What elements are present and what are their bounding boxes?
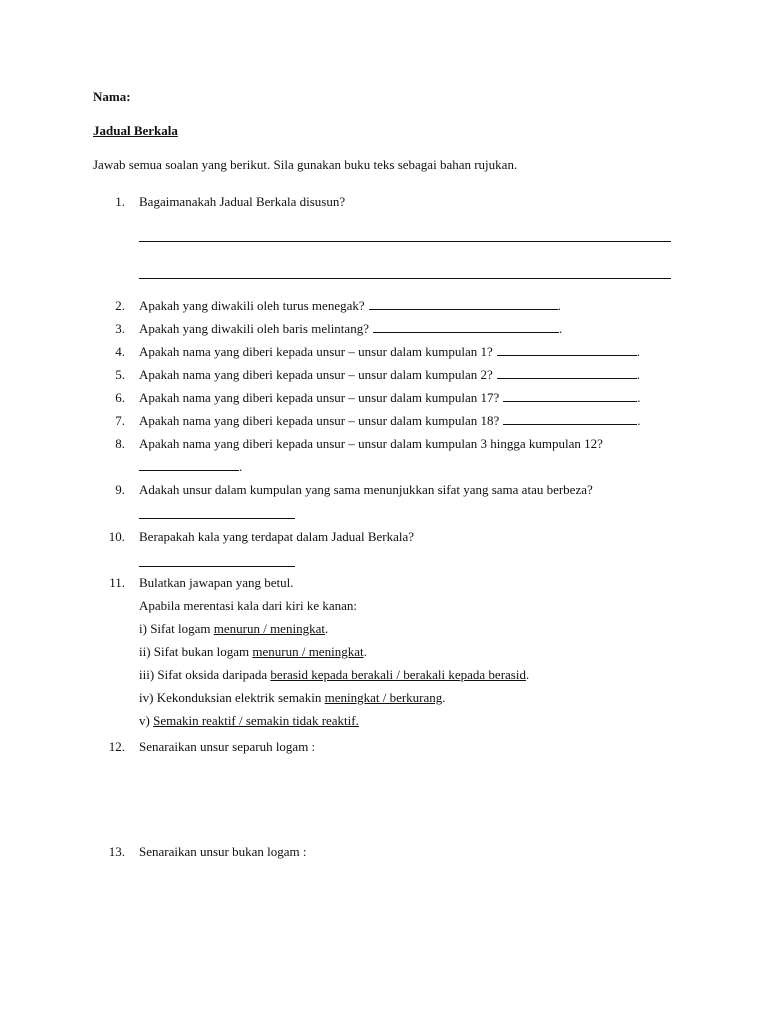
question-number: 6. — [115, 390, 125, 405]
choice-suffix: . — [525, 667, 530, 682]
question-13-text: Senaraikan unsur bukan logam : — [139, 844, 307, 859]
answer-blank — [139, 459, 239, 471]
question-number: 1. — [115, 194, 125, 209]
answer-blank — [497, 367, 637, 379]
question-6-text: Apakah nama yang diberi kepada unsur – unsur dalam kumpulan 17? — [139, 390, 500, 405]
question-9-text: Adakah unsur dalam kumpulan yang sama menunjukkan sifat yang sama atau berbeza? — [139, 482, 593, 497]
choice-options[interactable]: menurun / meningkat — [213, 621, 325, 636]
period: . — [558, 321, 563, 336]
question-7 — [139, 413, 641, 429]
period: . — [636, 344, 641, 359]
question-12-text: Senaraikan unsur separuh logam : — [139, 739, 316, 754]
question-number: 13. — [108, 844, 125, 859]
question-number: 4. — [115, 344, 125, 359]
question-8-answer — [139, 459, 242, 475]
choice-prefix: iii) Sifat oksida daripada — [139, 667, 271, 682]
period: . — [637, 390, 641, 405]
period: . — [239, 459, 243, 474]
answer-blank — [503, 390, 637, 402]
question-11-intro: Apabila merentasi kala dari kiri ke kanan: — [139, 598, 358, 613]
period: . — [636, 367, 641, 382]
question-number: 10. — [108, 529, 125, 544]
answer-blank — [497, 344, 637, 356]
question-number: 3. — [115, 321, 125, 336]
question-number: 8. — [115, 436, 125, 451]
choice-suffix: . — [324, 621, 329, 636]
choice-suffix: . — [442, 690, 446, 705]
choice-item-3 — [139, 667, 529, 683]
question-number: 9. — [115, 482, 125, 497]
choice-options[interactable]: Semakin reaktif / semakin tidak reaktif. — [153, 713, 359, 728]
question-number: 5. — [115, 367, 125, 382]
question-5 — [139, 367, 640, 383]
period: . — [637, 413, 641, 428]
choice-prefix: i) Sifat logam — [139, 621, 214, 636]
question-3-text: Apakah yang diwakili oleh baris melintang? — [139, 321, 369, 336]
period: . — [557, 298, 561, 313]
choice-options[interactable]: menurun / meningkat — [252, 644, 364, 659]
choice-options[interactable]: berasid kepada berakali / berakali kepada berasid — [270, 667, 526, 682]
question-2 — [139, 298, 561, 314]
answer-blank — [373, 321, 559, 333]
answer-line-1a — [139, 241, 671, 242]
question-number: 7. — [115, 413, 125, 428]
question-2-text: Apakah yang diwakili oleh turus menegak? — [139, 298, 365, 313]
instruction-text: Jawab semua soalan yang berikut. Sila gunakan buku teks sebagai bahan rujukan. — [93, 157, 518, 172]
question-11-text: Bulatkan jawapan yang betul. — [139, 575, 294, 590]
question-number: 11. — [109, 575, 125, 590]
choice-options[interactable]: meningkat / berkurang — [324, 690, 443, 705]
choice-item-1 — [139, 621, 328, 637]
question-1-text: Bagaimanakah Jadual Berkala disusun? — [139, 194, 346, 209]
answer-blank — [503, 413, 637, 425]
answer-blank-10 — [139, 566, 295, 567]
answer-blank-9 — [139, 518, 295, 519]
question-3 — [139, 321, 562, 337]
choice-item-5 — [139, 713, 359, 729]
choice-suffix: . — [363, 644, 367, 659]
name-label: Nama: — [93, 89, 131, 104]
question-4-text: Apakah nama yang diberi kepada unsur – unsur dalam kumpulan 1? — [139, 344, 493, 359]
question-number: 2. — [115, 298, 125, 313]
question-7-text: Apakah nama yang diberi kepada unsur – unsur dalam kumpulan 18? — [139, 413, 500, 428]
question-number: 12. — [108, 739, 125, 754]
choice-item-4 — [139, 690, 446, 706]
choice-prefix: iv) Kekonduksian elektrik semakin — [139, 690, 325, 705]
question-10-text: Berapakah kala yang terdapat dalam Jadual Berkala? — [139, 529, 415, 544]
worksheet-title: Jadual Berkala — [93, 123, 178, 138]
choice-prefix: ii) Sifat bukan logam — [139, 644, 253, 659]
question-5-text: Apakah nama yang diberi kepada unsur – unsur dalam kumpulan 2? — [139, 367, 493, 382]
choice-item-2 — [139, 644, 367, 660]
question-6 — [139, 390, 641, 406]
question-4 — [139, 344, 640, 360]
choice-prefix: v) — [139, 713, 154, 728]
answer-line-1b — [139, 278, 671, 279]
question-8-text: Apakah nama yang diberi kepada unsur – unsur dalam kumpulan 3 hingga kumpulan 12? — [139, 436, 603, 451]
answer-blank — [369, 298, 558, 310]
